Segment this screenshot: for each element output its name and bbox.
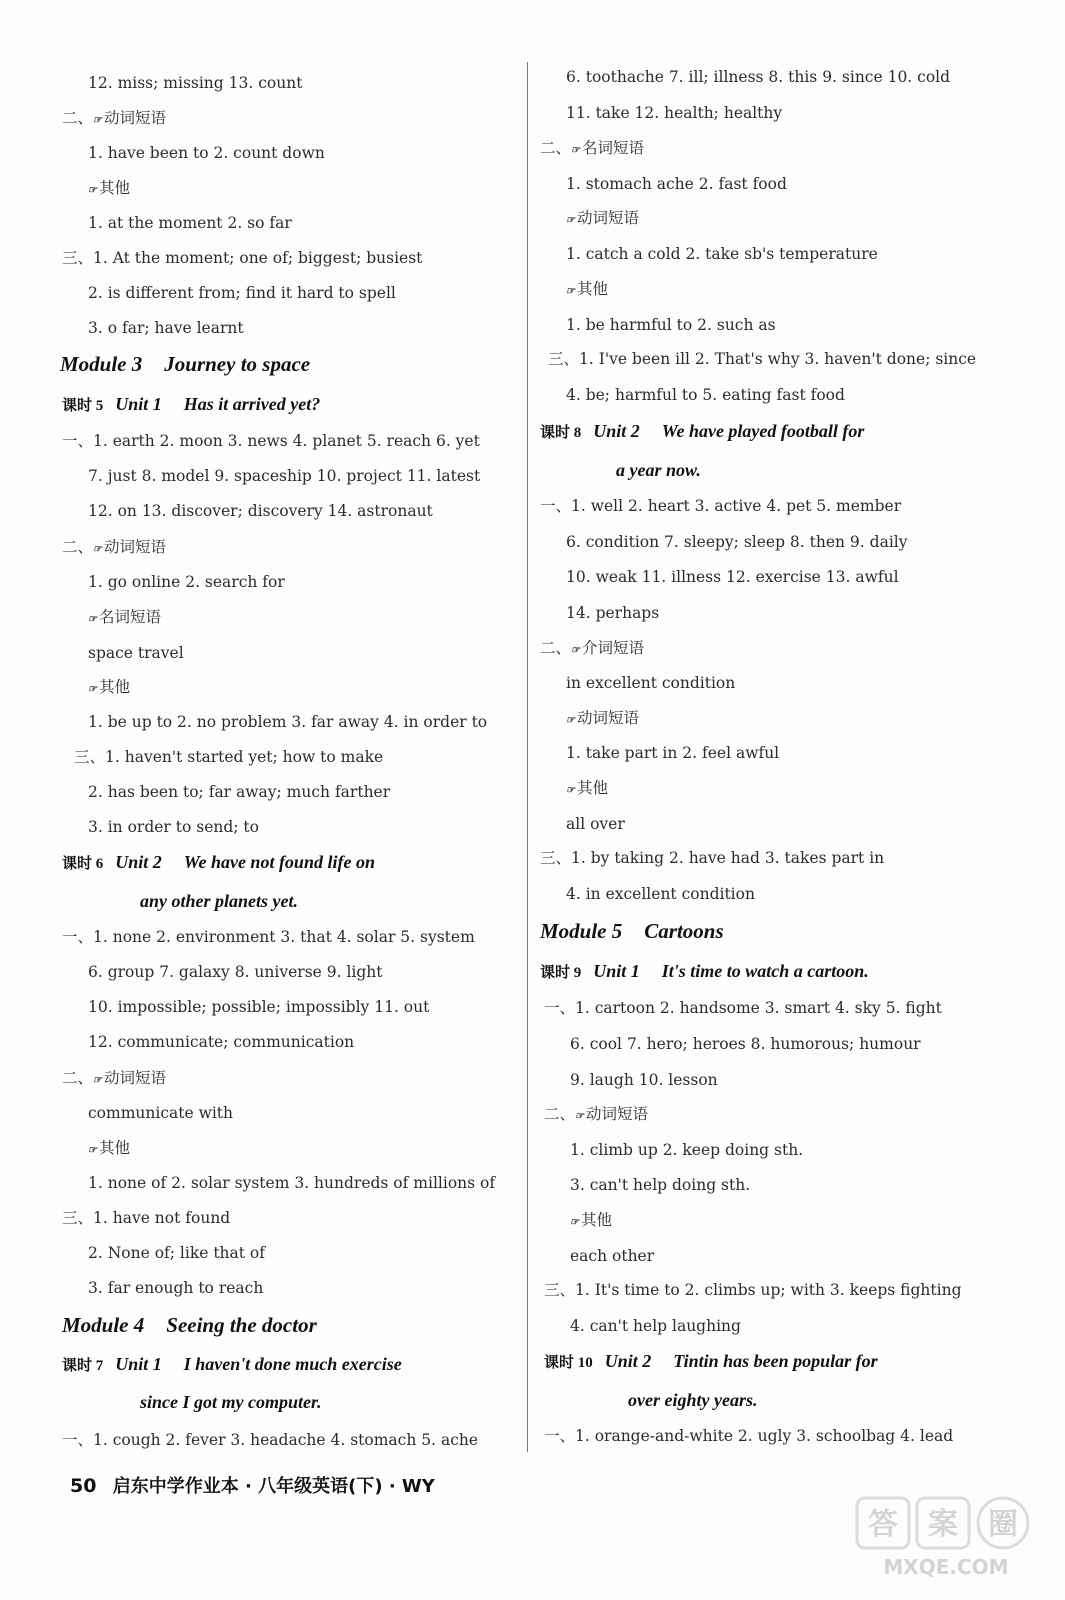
subsection-heading	[62, 1068, 166, 1091]
answer-line: 三、1. have not found	[62, 1209, 231, 1227]
lesson-number: 课时 7	[62, 1358, 104, 1374]
subsection-title: 其他	[580, 1211, 612, 1229]
answer-line: in excellent condition	[566, 674, 736, 692]
subsection-title: 动词短语	[103, 109, 166, 127]
answer-line: all over	[566, 815, 625, 833]
subsection-title: 其他	[576, 779, 608, 797]
subsection-title: 其他	[576, 280, 608, 298]
lesson-number: 课时 5	[62, 398, 104, 414]
answer-line: 2. is different from; find it hard to spell	[88, 284, 396, 302]
page-number: 50	[70, 1475, 97, 1497]
module-number: Module 3	[60, 352, 143, 376]
subsection-title: 动词短语	[576, 709, 639, 727]
answer-line: each other	[570, 1247, 655, 1265]
hand-pointer-icon: ☞	[566, 215, 575, 226]
answer-line: 10. impossible; possible; impossibly 11. out	[88, 998, 430, 1016]
hand-pointer-icon: ☞	[88, 684, 97, 695]
watermark-char-2: 案	[928, 1507, 958, 1542]
subsection-heading	[566, 208, 639, 231]
unit-number: Unit 1	[115, 394, 162, 414]
module-title: Journey to space	[164, 352, 311, 376]
hand-pointer-icon: ☞	[93, 544, 102, 555]
subsection-title: 名词短语	[581, 139, 644, 157]
answer-line: 1. climb up 2. keep doing sth.	[570, 1141, 804, 1159]
subsection-heading	[540, 638, 644, 661]
subsection-title: 其他	[98, 179, 130, 197]
answer-line: 3. far enough to reach	[88, 1279, 264, 1297]
answer-line: 11. take 12. health; healthy	[566, 104, 783, 122]
answer-line: 1. be up to 2. no problem 3. far away 4. in order to	[88, 713, 488, 731]
answer-line: 10. weak 11. illness 12. exercise 13. awful	[566, 568, 899, 586]
hand-pointer-icon: ☞	[88, 185, 97, 196]
hand-pointer-icon: ☞	[88, 1145, 97, 1156]
module-heading	[540, 919, 724, 944]
lesson-heading	[544, 1351, 878, 1372]
answer-line: 1. none of 2. solar system 3. hundreds of millions of	[88, 1174, 496, 1192]
unit-number: Unit 1	[115, 1354, 162, 1374]
hand-pointer-icon: ☞	[566, 715, 575, 726]
answer-line: 6. cool 7. hero; heroes 8. humorous; humour	[570, 1035, 921, 1053]
module-title: Cartoons	[644, 919, 724, 943]
subsection-title: 动词短语	[103, 538, 166, 556]
subsection-number: 二、	[62, 1069, 94, 1087]
answer-line: 一、1. cough 2. fever 3. headache 4. stomach 5. ache	[62, 1431, 479, 1449]
answer-line: 4. be; harmful to 5. eating fast food	[566, 386, 845, 404]
answer-line: 3. can't help doing sth.	[570, 1176, 751, 1194]
answer-line: 三、1. I've been ill 2. That's why 3. haven't done; since	[548, 350, 977, 368]
subsection-title: 其他	[98, 1139, 130, 1157]
answer-line: 6. toothache 7. ill; illness 8. this 9. since 10. cold	[566, 68, 951, 86]
subsection-number: 二、	[540, 139, 572, 157]
subsection-heading	[88, 607, 161, 630]
subsection-title: 动词短语	[103, 1069, 166, 1087]
unit-title: It's time to watch a cartoon.	[661, 961, 869, 981]
subsection-heading	[62, 108, 166, 131]
subsection-heading	[566, 778, 608, 801]
answer-line: 7. just 8. model 9. spaceship 10. project 11. latest	[88, 467, 481, 485]
subsection-number: 二、	[544, 1105, 576, 1123]
answer-line: 一、1. cartoon 2. handsome 3. smart 4. sky 5. fight	[544, 999, 942, 1017]
subsection-title: 动词短语	[576, 209, 639, 227]
lesson-number: 课时 9	[540, 965, 582, 981]
subsection-title: 其他	[98, 678, 130, 696]
lesson-number: 课时 8	[540, 425, 582, 441]
answer-line: 1. have been to 2. count down	[88, 144, 325, 162]
unit-title: We have not found life on	[183, 852, 375, 872]
answer-line: 12. miss; missing 13. count	[88, 74, 303, 92]
column-divider	[527, 62, 528, 1452]
lesson-heading	[62, 852, 375, 873]
answer-line: 一、1. well 2. heart 3. active 4. pet 5. member	[540, 497, 902, 515]
module-heading	[60, 352, 310, 377]
unit-title: Tintin has been popular for	[673, 1351, 878, 1371]
answer-line: 1. be harmful to 2. such as	[566, 316, 776, 334]
answer-line: communicate with	[88, 1104, 234, 1122]
unit-number: Unit 1	[593, 961, 640, 981]
answer-line: 1. catch a cold 2. take sb's temperature	[566, 245, 878, 263]
answer-line: 12. communicate; communication	[88, 1033, 355, 1051]
answer-line: 4. in excellent condition	[566, 885, 755, 903]
lesson-number: 课时 6	[62, 856, 104, 872]
subsection-title: 名词短语	[98, 608, 161, 626]
hand-pointer-icon: ☞	[566, 785, 575, 796]
page-footer	[70, 1472, 435, 1498]
module-number: Module 4	[62, 1313, 145, 1337]
unit-number: Unit 2	[593, 421, 640, 441]
subsection-title: 介词短语	[581, 639, 644, 657]
hand-pointer-icon: ☞	[571, 145, 580, 156]
watermark-url: MXQE.COM	[883, 1555, 1009, 1579]
answer-line: 三、1. It's time to 2. climbs up; with 3. keeps fighting	[544, 1281, 962, 1299]
lesson-heading	[62, 394, 320, 415]
unit-title: Has it arrived yet?	[183, 394, 321, 414]
answer-line: 三、1. by taking 2. have had 3. takes part in	[540, 849, 885, 867]
unit-title: I haven't done much exercise	[183, 1354, 402, 1374]
book-title: 启东中学作业本 · 八年级英语(下) · WY	[112, 1476, 435, 1497]
answer-line: 12. on 13. discover; discovery 14. astronaut	[88, 502, 433, 520]
subsection-heading	[570, 1210, 612, 1233]
hand-pointer-icon: ☞	[93, 115, 102, 126]
answer-line: 1. take part in 2. feel awful	[566, 744, 780, 762]
answer-line: 1. stomach ache 2. fast food	[566, 175, 787, 193]
answer-line: 3. in order to send; to	[88, 818, 259, 836]
unit-title-continued: any other planets yet.	[140, 891, 298, 911]
unit-number: Unit 2	[604, 1351, 652, 1371]
unit-title-continued: a year now.	[616, 460, 701, 480]
watermark-logo	[851, 1492, 1041, 1582]
answer-line: 三、1. At the moment; one of; biggest; busiest	[62, 249, 423, 267]
answer-line: 1. go online 2. search for	[88, 573, 285, 591]
watermark-char-3: 圈	[988, 1507, 1018, 1542]
answer-line: 一、1. none 2. environment 3. that 4. solar 5. system	[62, 928, 475, 946]
lesson-heading	[540, 961, 869, 982]
unit-title-continued: since I got my computer.	[140, 1392, 322, 1412]
answer-line: space travel	[88, 644, 184, 662]
answer-line: 6. condition 7. sleepy; sleep 8. then 9. daily	[566, 533, 908, 551]
answer-line: 1. at the moment 2. so far	[88, 214, 292, 232]
hand-pointer-icon: ☞	[575, 1111, 584, 1122]
hand-pointer-icon: ☞	[88, 614, 97, 625]
hand-pointer-icon: ☞	[93, 1075, 102, 1086]
answer-line: 一、1. orange-and-white 2. ugly 3. schoolbag 4. lead	[544, 1427, 954, 1445]
hand-pointer-icon: ☞	[566, 286, 575, 297]
subsection-title: 动词短语	[585, 1105, 648, 1123]
answer-line: 2. None of; like that of	[88, 1244, 265, 1262]
answer-line: 6. group 7. galaxy 8. universe 9. light	[88, 963, 383, 981]
answer-line: 9. laugh 10. lesson	[570, 1071, 718, 1089]
answer-line: 2. has been to; far away; much farther	[88, 783, 391, 801]
module-number: Module 5	[540, 919, 623, 943]
subsection-number: 二、	[62, 109, 94, 127]
subsection-heading	[62, 537, 166, 560]
hand-pointer-icon: ☞	[570, 1217, 579, 1228]
lesson-heading	[540, 421, 864, 442]
answer-line: 一、1. earth 2. moon 3. news 4. planet 5. reach 6. yet	[62, 432, 480, 450]
module-heading	[62, 1313, 317, 1338]
subsection-heading	[566, 708, 639, 731]
unit-title: We have played football for	[661, 421, 865, 441]
answer-line: 4. can't help laughing	[570, 1317, 741, 1335]
subsection-number: 二、	[62, 538, 94, 556]
answer-line: 14. perhaps	[566, 604, 660, 622]
subsection-heading	[88, 677, 130, 700]
unit-number: Unit 2	[115, 852, 162, 872]
hand-pointer-icon: ☞	[571, 645, 580, 656]
lesson-heading	[62, 1354, 402, 1375]
subsection-number: 二、	[540, 639, 572, 657]
watermark-char-1: 答	[868, 1507, 898, 1542]
subsection-heading	[88, 178, 130, 201]
module-title: Seeing the doctor	[166, 1313, 317, 1337]
subsection-heading	[540, 138, 644, 161]
subsection-heading	[88, 1138, 130, 1161]
answer-line: 3. o far; have learnt	[88, 319, 244, 337]
answer-line: 三、1. haven't started yet; how to make	[74, 748, 384, 766]
unit-title-continued: over eighty years.	[628, 1390, 758, 1410]
subsection-heading	[566, 279, 608, 302]
lesson-number: 课时 10	[544, 1355, 593, 1371]
subsection-heading	[544, 1104, 648, 1127]
